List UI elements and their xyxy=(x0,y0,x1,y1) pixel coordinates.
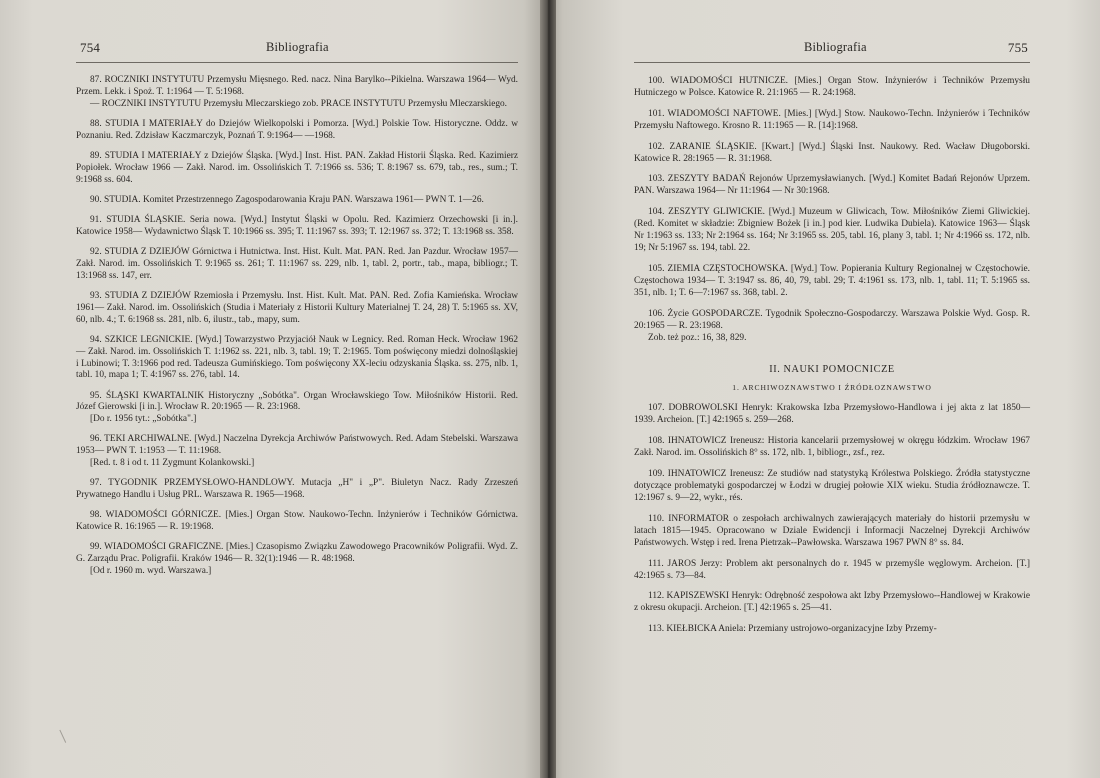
entry-text: 110. INFORMATOR o zespołach archiwalnych zawierających materiały do historii przemysłu w latach 1815—1945. Opracowano w Dziale Ewidencji i Informacji Naczelnej Dyrekcji Archiwów Państwowych. Wstęp i red. Irena Pietrzak--Pawłowska. Warszawa 1967 PWN 8° ss. 84. xyxy=(634,513,1030,548)
entry-text: 101. WIADOMOŚCI NAFTOWE. [Mies.] [Wyd.] Stow. Naukowo-Techn. Inżynierów i Techników Przemysłu Naftowego. Krosno R. 11:1965 — R. [14]:1968. xyxy=(634,108,1030,131)
bibliography-entry xyxy=(76,478,518,502)
bibliography-entry xyxy=(634,558,1030,582)
entry-list xyxy=(634,75,1030,344)
entry-text: 93. STUDIA Z DZIEJÓW Rzemiosła i Przemysłu. Inst. Hist. Kult. Mat. PAN. Red. Zofia Kamieńska. Wrocław 1961— Zakł. Narod. im. Ossolińskich (Studia i Materiały z Historii Kultury Materialnej T. 24, 28) T. 5:1965 ss. XV, 60, nlb. 4.; T. 6:1968 ss. 281, nlb. 6, ilustr., tab., mapy, sum. xyxy=(76,290,518,325)
bibliography-entry xyxy=(634,206,1030,254)
bibliography-entry xyxy=(634,468,1030,504)
bibliography-entry xyxy=(634,173,1030,197)
bibliography-entry xyxy=(634,513,1030,549)
entry-text: 88. STUDIA I MATERIAŁY do Dziejów Wielkopolski i Pomorza. [Wyd.] Polskie Tow. Historyczne. Oddz. w Poznaniu. Red. Zdzisław Kaczmarczyk, Poznań T. 9:1964— —1968. xyxy=(76,118,518,141)
pencil-mark xyxy=(59,727,71,743)
entry-note: Zob. też poz.: 16, 38, 829. xyxy=(648,333,747,344)
entry-text: 100. WIADOMOŚCI HUTNICZE. [Mies.] Organ Stow. Inżynierów i Techników Przemysłu Hutniczego w Polsce. Katowice R. 21:1965 — R. 24:1968. xyxy=(634,76,1030,99)
bibliography-entry xyxy=(76,542,518,578)
running-head xyxy=(634,40,1030,62)
entry-text: 107. DOBROWOLSKI Henryk: Krakowska Izba Przemysłowo-Handlowa i jej akta z lat 1850—1939. Archeion. [T.] 42:1965 s. 259—268. xyxy=(634,403,1030,426)
running-title: Bibliografia xyxy=(804,40,867,54)
page-number: 755 xyxy=(1007,40,1028,55)
bibliography-entry xyxy=(634,402,1030,426)
bibliography-entry xyxy=(634,141,1030,165)
entry-text: 95. ŚLĄSKI KWARTALNIK Historyczny „Sobótka". Organ Wrocławskiego Tow. Miłośników Historii. Red. Józef Gierowski [i in.]. Wrocław R. 20:1965 — R. 23:1968. xyxy=(76,390,518,413)
header-rule xyxy=(634,62,1030,63)
running-title: Bibliografia xyxy=(266,40,329,54)
entry-text: 109. IHNATOWICZ Ireneusz: Ze studiów nad statystyką Królestwa Polskiego. Źródła statystyczne dotyczące problematyki gospodarczej w Łodzi w drugiej połowie XIX wieku. Studia źródłoznawcze. T. 12:1967 s. 9—22, wykr., rés. xyxy=(634,468,1030,503)
entry-text: 104. ZESZYTY GLIWICKIE. [Wyd.] Muzeum w Gliwicach, Tow. Miłośników Ziemi Gliwickiej. (Red. Komitet w składzie: Zbigniew Bożek [i in.] pod kier. Ludwika Dubiela). Katowice 1963— Śląsk Nr 1:1963 ss. 133; Nr 2:1964 ss. 164; Nr 3:1965 ss. 205, tabl. 16, plany 3, tabl. 1; Nr 4:1966 ss. 172, nlb. 19; Nr 5:1967 ss. 194, tabl. 22. xyxy=(634,207,1030,254)
bibliography-entry xyxy=(76,215,518,239)
bibliography-entry xyxy=(76,247,518,283)
entry-text: 106. Życie GOSPODARCZE. Tygodnik Społeczno-Gospodarczy. Warszawa Polskie Wyd. Gosp. R. 20:1965 — R. 23:1968. xyxy=(634,308,1030,332)
entry-note: [Red. t. 8 i od t. 11 Zygmunt Kolankowski.] xyxy=(90,458,255,469)
entry-text: 112. KAPISZEWSKI Henryk: Odrębność zespołowa akt Izby Przemysłowo--Handlowej w Krakowie z okresu okupacji. Archeion. [T.] 42:1965 s. 25—41. xyxy=(634,591,1030,614)
section-title: II. NAUKI POMOCNICZE xyxy=(769,364,895,376)
running-head xyxy=(76,40,518,62)
bibliography-entry xyxy=(76,510,518,534)
bibliography-entry xyxy=(76,291,518,327)
entry-text: 99. WIADOMOŚCI GRAFICZNE. [Mies.] Czasopismo Związku Zawodowego Pracowników Poligrafii. Wyd. Z. G. Zarządu Prac. Poligrafii. Kraków 1946— R. 32(1):1946 — R. 48:1968. xyxy=(76,542,518,565)
entry-text: 94. SZKICE LEGNICKIE. [Wyd.] Towarzystwo Przyjaciół Nauk w Legnicy. Red. Roman Heck. Wrocław 1962— Zakł. Narod. im. Ossolińskich T. 1:1962 ss. 221, nlb. 3, tabl. 19; T. 2:1965. Tom poświęcony miedzi dolnośląskiej i Lubinowi; T. 3:1966 pod red. Tadeusza Gumińskiego. Tom poświęcony XX-leciu odzyskania Śląska. ss. 275, nlb. 1, tabl. 10, mapa 1; T. 4:1967 ss. 276, tabl. 14. xyxy=(76,334,518,381)
right-page xyxy=(546,0,1100,778)
bibliography-entry xyxy=(634,308,1030,344)
entry-text: 89. STUDIA I MATERIAŁY z Dziejów Śląska. [Wyd.] Inst. Hist. PAN. Zakład Historii Śląska. Red. Kazimierz Popiołek. Wrocław 1966 — Zakł. Narod. im. Ossolińskich T. 7:1966 ss. 536; T. 8:1967 ss. 679, tab., res., sum.; T. 9:1968 ss. 604. xyxy=(76,150,518,185)
bibliography-entry xyxy=(76,335,518,383)
entry-text: 111. JAROS Jerzy: Problem akt personalnych do r. 1945 w przemyśle węglowym. Archeion. [T.] 42:1965 s. 73—84. xyxy=(634,558,1030,581)
bibliography-entry xyxy=(76,391,518,427)
entry-text: 102. ZARANIE ŚLĄSKIE. [Kwart.] [Wyd.] Śląski Inst. Naukowy. Red. Wacław Długoborski. Katowice R. 28:1965 — R. 31:1968. xyxy=(634,141,1030,164)
entry-text: 92. STUDIA Z DZIEJÓW Górnictwa i Hutnictwa. Inst. Hist. Kult. Mat. PAN. Red. Jan Pazdur. Wrocław 1957— Zakł. Narod. im. Ossolińskich T. 9:1965 ss. 261; T. 11:1967 ss. 229, nlb. 1, tabl. 2, portr., tab., mapa, bibliogr.; T. 13:1968 ss. 147, err. xyxy=(76,246,518,281)
bibliography-entry xyxy=(634,435,1030,459)
subsection-title: 1. ARCHIWOZNAWSTWO I ŹRÓDŁOZNAWSTWO xyxy=(732,383,932,393)
entry-text: 90. STUDIA. Komitet Przestrzennego Zagospodarowania Kraju PAN. Warszawa 1961— PWN T. 1—26. xyxy=(90,194,484,205)
entry-note: [Do r. 1956 tyt.: „Sobótka".] xyxy=(90,414,197,425)
header-rule xyxy=(76,62,518,63)
entry-note: — ROCZNIKI INSTYTUTU Przemysłu Mleczarskiego zob. PRACE INSTYTUTU Przemysłu Mleczarskiego. xyxy=(90,98,508,109)
book-gutter xyxy=(540,0,556,778)
entry-text: 91. STUDIA ŚLĄSKIE. Seria nowa. [Wyd.] Instytut Śląski w Opolu. Red. Kazimierz Orzechowski [i in.]. Katowice 1958— Wydawnictwo Śląsk T. 10:1966 ss. 395; T. 11:1967 ss. 393; T. 12:1967 ss. 372; T. 13:1968 ss. 358. xyxy=(76,214,518,237)
entry-text: 96. TEKI ARCHIWALNE. [Wyd.] Naczelna Dyrekcja Archiwów Państwowych. Red. Adam Stebelski. Warszawa 1953— PWN T. 1:1953 — T. 11:1968. xyxy=(76,434,518,457)
entry-text: 113. KIEŁBICKA Aniela: Przemiany ustrojowo-organizacyjne Izby Przemy- xyxy=(648,624,937,635)
bibliography-entry xyxy=(634,590,1030,614)
entry-text: 105. ZIEMIA CZĘSTOCHOWSKA. [Wyd.] Tow. Popierania Kultury Regionalnej w Częstochowie. Częstochowa 1934— T. 3:1947 ss. 86, 40, 79, tabl. 29; T. 4:1961 ss. 173, nlb. 1, tabl. 11; T. 5:1965 ss. 351, nlb. 1; T. 6—7:1967 ss. 368, tabl. 2. xyxy=(634,264,1030,299)
entry-text: 87. ROCZNIKI INSTYTUTU Przemysłu Mięsnego. Red. nacz. Nina Barylko--Pikielna. Warszawa 1964— Wyd. Przem. Lekk. i Spoż. T. 1:1964 — T. 5:1968. xyxy=(76,75,518,97)
entry-list xyxy=(76,75,518,578)
entry-text: 97. TYGODNIK PRZEMYSŁOWO-HANDLOWY. Mutacja „H" i „P". Biuletyn Nacz. Rady Zrzeszeń Prywatnego Handlu i Usług PRL. Warszawa R. 1965—1968. xyxy=(76,478,518,501)
entry-text: 108. IHNATOWICZ Ireneusz: Historia kancelarii przemysłowej w okręgu łódzkim. Wrocław 1967 Zakł. Narod. im. Ossolińskich 8° ss. 172, nlb. 1, bibliogr., zsf., rez. xyxy=(634,436,1030,459)
entry-text: 103. ZESZYTY BADAŃ Rejonów Uprzemysławianych. [Wyd.] Komitet Badań Rejonów Uprzem. PAN. Warszawa 1964— Nr 11:1964 — Nr 30:1968. xyxy=(634,174,1030,197)
entry-text: 98. WIADOMOŚCI GÓRNICZE. [Mies.] Organ Stow. Naukowo-Techn. Inżynierów i Techników Górnictwa. Katowice R. 16:1965 — R. 19:1968. xyxy=(76,510,518,533)
entry-note: [Od r. 1960 m. wyd. Warszawa.] xyxy=(90,566,212,577)
bibliography-entry xyxy=(634,75,1030,99)
entry-list xyxy=(634,402,1030,635)
bibliography-entry xyxy=(76,151,518,187)
page-number: 754 xyxy=(80,40,101,55)
bibliography-entry xyxy=(76,75,518,111)
bibliography-entry xyxy=(76,434,518,470)
left-page xyxy=(0,0,546,778)
bibliography-entry xyxy=(634,623,1030,635)
bibliography-entry xyxy=(76,119,518,143)
bibliography-entry xyxy=(634,263,1030,299)
bibliography-entry xyxy=(76,195,518,207)
bibliography-entry xyxy=(634,108,1030,132)
